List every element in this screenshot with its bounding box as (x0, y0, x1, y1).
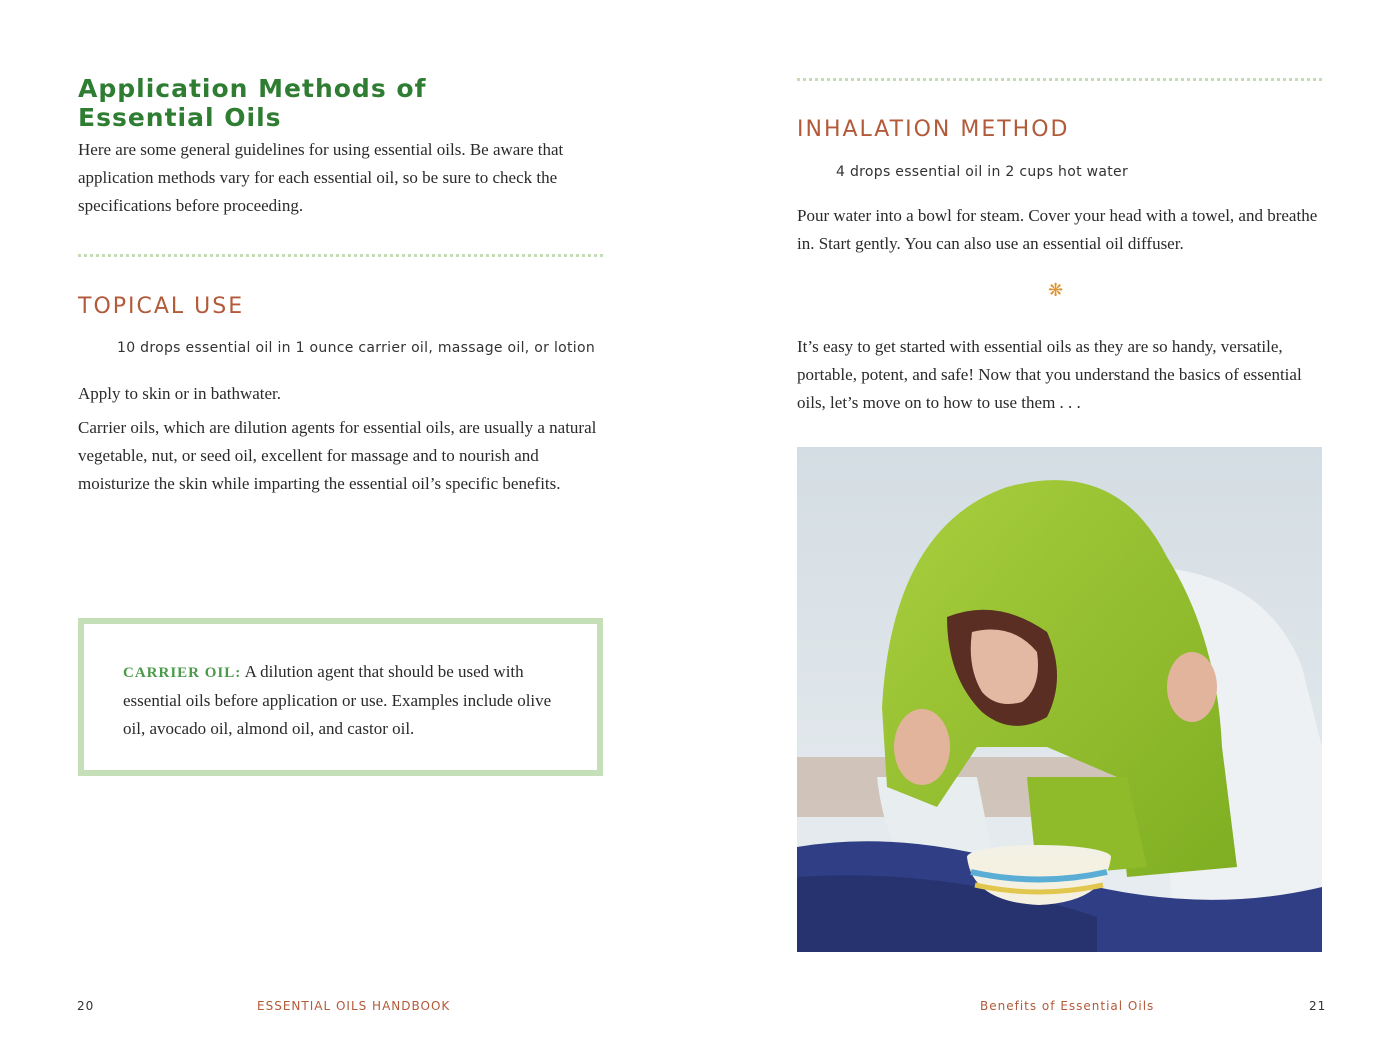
page-title (78, 74, 498, 132)
callout-label: CARRIER OIL: (123, 665, 242, 681)
flourish-icon: ❋ (1048, 280, 1064, 301)
right-section-divider (797, 78, 1322, 81)
topical-description: Carrier oils, which are dilution agents for essential oils, are usually a natural vegetable, nut, or seed oil, excellent for massage and to nourish and moisturize the skin while imparting the essential oil’s specific benefits. (78, 418, 597, 493)
callout-body (123, 658, 553, 743)
inhalation-recipe: 4 drops essential oil in 2 cups hot water (836, 164, 1129, 180)
callout-text: A dilution agent that should be used with essential oils before application or use. Examples include olive oil, avocado oil, almond oil, and castor oil. (123, 662, 552, 738)
left-page-number: 20 (77, 999, 95, 1013)
photo-illustration (797, 447, 1322, 952)
left-running-title: ESSENTIAL OILS HANDBOOK (257, 999, 451, 1013)
right-page-number: 21 (1309, 999, 1327, 1013)
intro-paragraph: Here are some general guidelines for using essential oils. Be aware that application methods vary for each essential oil, so be sure to check the specifications before proceeding. (78, 140, 564, 215)
topical-use-heading: TOPICAL USE (78, 294, 245, 319)
topical-instruction: Apply to skin or in bathwater. (78, 384, 282, 403)
right-running-title: Benefits of Essential Oils (980, 999, 1155, 1013)
inhalation-heading: INHALATION METHOD (797, 117, 1070, 142)
inhalation-instruction: Pour water into a bowl for steam. Cover your head with a towel, and breathe in. Start gently. You can also use an essential oil diffuser. (797, 206, 1318, 253)
carrier-oil-callout (78, 618, 603, 776)
closing-paragraph: It’s easy to get started with essential oils as they are so handy, versatile, portable, potent, and safe! Now that you understand the basics of essential oils, let’s move on to how to use them . . . (797, 337, 1302, 412)
section-divider (78, 254, 603, 257)
topical-recipe: 10 drops essential oil in 1 ounce carrier oil, massage oil, or lotion (117, 340, 596, 356)
steam-inhalation-photo (797, 447, 1322, 952)
page-title-line2: Essential Oils (78, 103, 282, 132)
page-title-line1: Application Methods of (78, 74, 427, 103)
